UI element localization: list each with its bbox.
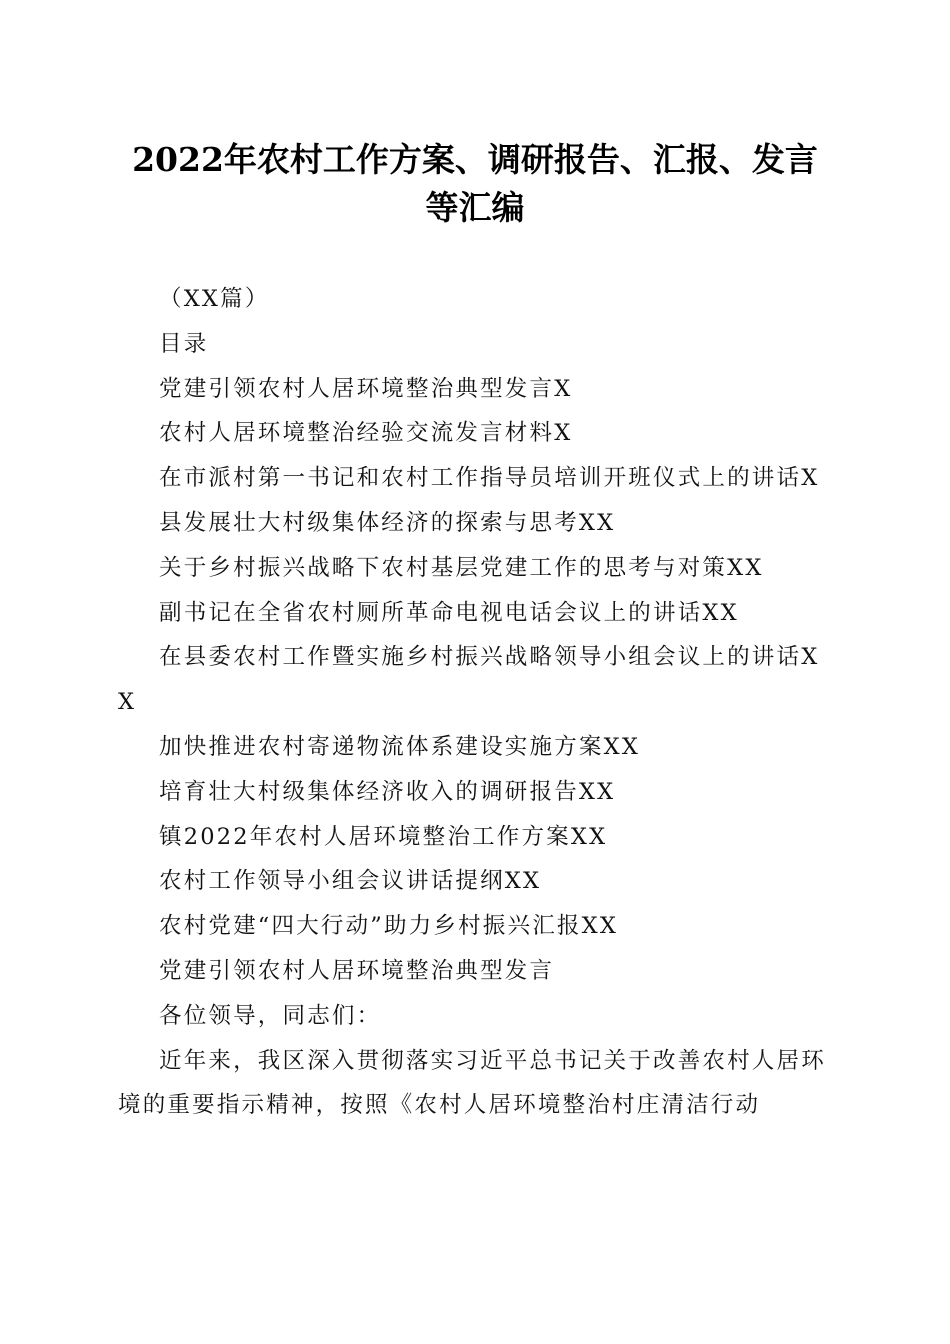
toc-item: 农村人居环境整治经验交流发言材料X bbox=[159, 420, 573, 447]
toc-heading: 目录 bbox=[159, 330, 209, 357]
toc-item: 副书记在全省农村厕所革命电视电话会议上的讲话XX bbox=[159, 599, 739, 626]
toc-item: 加快推进农村寄递物流体系建设实施方案XX bbox=[159, 733, 641, 760]
toc-item: 镇2022年农村人居环境整治工作方案XX bbox=[159, 823, 608, 850]
toc-item: 农村工作领导小组会议讲话提纲XX bbox=[159, 868, 542, 895]
body-paragraph: 近年来，我区深入贯彻落实习近平总书记关于改善农村人居环境的重要指示精神，按照《农村人居环境整治村庄清洁行动 bbox=[118, 1047, 826, 1119]
section-title: 党建引领农村人居环境整治典型发言 bbox=[159, 957, 555, 984]
toc-item: 培育壮大村级集体经济收入的调研报告XX bbox=[159, 778, 616, 805]
toc-item: 在县委农村工作暨实施乡村振兴战略领导小组会议上的讲话XX bbox=[118, 644, 820, 716]
toc-item: 农村党建“四大行动”助力乡村振兴汇报XX bbox=[159, 913, 619, 940]
toc-item: 党建引领农村人居环境整治典型发言X bbox=[159, 375, 573, 402]
toc-item: 县发展壮大村级集体经济的探索与思考XX bbox=[159, 509, 616, 536]
document-body bbox=[118, 277, 828, 1128]
toc-item: 在市派村第一书记和农村工作指导员培训开班仪式上的讲话X bbox=[159, 465, 820, 492]
document-title: 2022年农村工作方案、调研报告、汇报、发言等汇编 bbox=[132, 140, 818, 227]
greeting: 各位领导，同志们： bbox=[159, 1002, 382, 1029]
toc-item: 关于乡村振兴战略下农村基层党建工作的思考与对策XX bbox=[159, 554, 764, 581]
subtitle: （XX篇） bbox=[159, 286, 270, 312]
